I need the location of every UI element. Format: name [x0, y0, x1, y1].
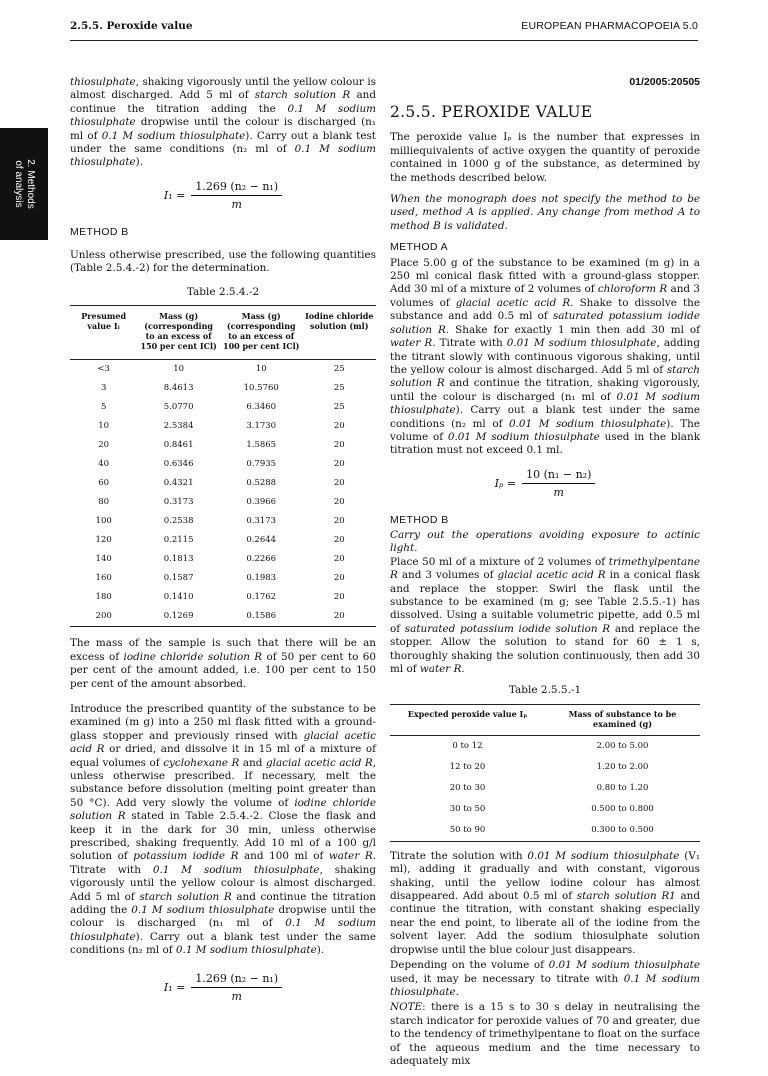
table-title-2542: Table 2.5.4.-2	[186, 285, 260, 298]
method-a-paragraph: Place 5.00 g of the substance to be examined (m g) in a 250 ml conical flask fitted with a ground-glass stopper. Add 30 ml of a mixture of 2 volumes of chloroform R and 3 volumes of glacial acetic acid R. Shake to dissolve the substance and add 0.5 ml of saturated potassium iodide solution R. Shake for exactly 1 min then add 30 ml of water R. Titrate with 0.01 M sodium thiosulphate, adding the titrant slowly with continuous vigorous shaking, until the yellow colour is almost discharged. Add 5 ml of starch solution R and continue the titration, shaking vigorously, until the colour is discharged (n₁ ml of 0.01 M sodium thiosulphate). Carry out a blank test under the same conditions (n₂ ml of 0.01 M sodium thiosulphate). The volume of 0.01 M sodium thiosulphate used in the blank titration must not exceed 0.1 ml.	[390, 256, 701, 457]
iodine-table-cell: <3	[97, 364, 110, 375]
iodine-table-cell: 0.5288	[246, 478, 277, 489]
right-column	[390, 76, 700, 1076]
iodine-table-cell: 100	[95, 516, 112, 527]
table-row	[70, 531, 376, 550]
iodine-table-cell: 80	[98, 497, 110, 508]
iodine-table-cell: 200	[70, 607, 137, 627]
iodine-table-cell: 0.3966	[246, 497, 277, 508]
table-row	[70, 474, 376, 493]
table-row	[70, 455, 376, 474]
section-title: 2.5.5. PEROXIDE VALUE	[390, 103, 593, 122]
iodine-table-cell: 2.5384	[163, 421, 194, 432]
iodine-table-cell: 20	[333, 440, 345, 451]
procedure-paragraph: Introduce the prescribed quantity of the substance to be examined (m g) into a 250 ml flask fitted with a ground-glass stopper and previously rinsed with glacial acetic acid R or dried, and dissolve it in 15 ml of a mixture of equal volumes of cyclohexane R and glacial acetic acid R, unless otherwise prescribed. If necessary, melt the substance before dissolution (melting point greater than 50 °C). Add very slowly the volume of iodine chloride solution R stated in Table 2.5.4.-2. Close the flask and keep it in the dark for 30 min, unless otherwise prescribed, shaking frequently. Add 10 ml of a 100 g/l solution of potassium iodide R and 100 ml of water R. Titrate with 0.1 M sodium thiosulphate, shaking vigorously until the yellow colour is almost discharged. Add 5 ml of starch solution R and continue the titration adding the 0.1 M sodium thiosulphate dropwise until the colour is discharged (n₁ ml of 0.1 M sodium thiosulphate). Carry out a blank test under the same conditions (n₂ ml of 0.1 M sodium thiosulphate).	[70, 702, 377, 957]
iodine-table-cell: 0.3173	[163, 497, 194, 508]
table-title-2551: Table 2.5.5.-1	[508, 684, 582, 697]
iodine-table-cell: 20	[333, 421, 345, 432]
table-row	[70, 588, 376, 607]
table-row	[70, 417, 376, 436]
publication-title: EUROPEAN PHARMACOPOEIA 5.0	[521, 20, 698, 32]
iodine-table-cell: 0.1410	[163, 592, 194, 603]
method-b-paragraph: Unless otherwise prescribed, use the following quantities (Table 2.5.4.-2) for the determination.	[70, 249, 376, 275]
table-row	[70, 379, 376, 398]
iodine-table-cell: 0.7935	[246, 459, 277, 470]
peroxide-table-cell: 0 to 12	[452, 740, 483, 751]
iodine-table-cell: 6.3460	[246, 402, 277, 413]
table-row	[70, 436, 376, 455]
peroxide-table-cell: 30 to 50	[449, 803, 486, 814]
table-row	[70, 512, 376, 531]
iodine-table-cell: 40	[98, 459, 110, 470]
peroxide-table-cell: 2.00 to 5.00	[596, 740, 649, 751]
depending-paragraph: Depending on the volume of 0.01 M sodium thiosulphate used, it may be necessary to titrate with 0.1 M sodium thiosulphate.	[390, 959, 701, 998]
table-row	[70, 360, 376, 380]
iodine-table-cell: 20	[98, 440, 110, 451]
method-a-heading: METHOD A	[390, 241, 449, 254]
peroxide-mass-table	[390, 704, 700, 842]
iodine-table-cell: 0.1983	[246, 573, 277, 584]
iodine-table-cell: 0.1269	[137, 607, 220, 627]
peroxide-table-cell: 0.500 to 0.800	[591, 803, 654, 814]
col-header-expected-peroxide: Expected peroxide value Iₚ	[390, 704, 545, 735]
iodine-table-cell: 0.2644	[246, 535, 277, 546]
table-row	[70, 493, 376, 512]
iodine-table-cell: 5.0770	[163, 402, 194, 413]
formula-iodine-value-b: I₁ = $\frac{\text{1.269 (n₂ − n₁)}}{m}$	[70, 972, 376, 1004]
iodine-table-cell: 160	[95, 573, 112, 584]
iodine-table-cell: 20	[333, 516, 345, 527]
table-row	[70, 398, 376, 417]
iodine-table-cell: 3	[100, 383, 107, 394]
titration-paragraph: Titrate the solution with 0.01 M sodium thiosulphate (V₁ ml), adding it gradually and with constant, vigorous shaking, until the yellow iodine colour has almost disappeared. Add about 0.5 ml of starch solution R1 and continue the titration, with constant shaking especially near the end point, to liberate all of the iodine from the solvent layer. Add the sodium thiosulphate solution dropwise until the blue colour just disappears.	[390, 849, 701, 956]
formula-peroxide-value: Iₚ = $\frac{\text{10 (n₁ − n₂)}}{m}$	[390, 468, 700, 500]
method-b-italic-note: Carry out the operations avoiding exposure to actinic light.	[390, 528, 700, 555]
table-row	[390, 735, 700, 757]
peroxide-table-cell: 0.300 to 0.500	[545, 820, 700, 842]
intro-paragraph: thiosulphate, shaking vigorously until the yellow colour is almost discharged. Add 5 ml of starch solution R and continue the titration adding the 0.1 M sodium thiosulphate dropwise until the colour is discharged (n₁ ml of 0.1 M sodium thiosulphate). Carry out a blank test under the same conditions (n₂ ml of 0.1 M sodium thiosulphate).	[70, 76, 376, 169]
formula-iodine-value-a: I₁ = $\frac{\text{1.269 (n₂ − n₁)}}{m}$	[70, 180, 376, 212]
iodine-table-cell: 10	[255, 364, 267, 375]
section-tab-label: 2. Methods of analysis	[13, 159, 36, 209]
iodine-table-cell: 180	[95, 592, 112, 603]
iodine-table-cell: 0.1813	[163, 554, 194, 565]
iodine-table-cell: 0.4321	[163, 478, 194, 489]
table-row	[390, 757, 700, 778]
iodine-table-cell: 10.5760	[243, 383, 279, 394]
iodine-table-cell: 10	[173, 364, 185, 375]
table-header-row	[70, 306, 376, 360]
method-b-heading-right: METHOD B	[390, 513, 449, 526]
iodine-quantities-table	[70, 305, 376, 627]
document-id: 01/2005:20505	[629, 76, 700, 88]
table-header-row	[390, 704, 700, 735]
method-b-heading: METHOD B	[70, 225, 129, 238]
iodine-table-cell: 20	[333, 497, 345, 508]
iodine-table-cell: 5	[100, 402, 107, 413]
table-row	[390, 778, 700, 799]
iodine-table-cell: 25	[333, 364, 345, 375]
method-note-paragraph: When the monograph does not specify the method to be used, method A is applied. Any change from method A to method B is validated.	[390, 193, 700, 232]
iodine-table-cell: 0.2115	[163, 535, 194, 546]
table-row	[70, 550, 376, 569]
peroxide-table-cell: 12 to 20	[449, 761, 486, 772]
col-header-mass-100: Mass (g) (corresponding to an excess of 100 per cent ICl)	[220, 306, 303, 360]
peroxide-table-cell: 20 to 30	[449, 782, 486, 793]
peroxide-table-cell: 1.20 to 2.00	[596, 761, 649, 772]
iodine-table-cell: 20	[333, 592, 345, 603]
iodine-table-cell: 10	[98, 421, 110, 432]
iodine-table-cell: 8.4613	[163, 383, 194, 394]
iodine-table-cell: 20	[333, 535, 345, 546]
iodine-table-cell: 20	[333, 459, 345, 470]
section-tab	[0, 128, 48, 240]
table-row	[70, 607, 376, 627]
iodine-table-cell: 20	[303, 607, 376, 627]
iodine-table-cell: 0.1586	[220, 607, 303, 627]
iodine-table-cell: 0.2538	[163, 516, 194, 527]
iodine-table-cell: 25	[333, 402, 345, 413]
running-title: 2.5.5. Peroxide value	[70, 20, 193, 32]
note-paragraph: NOTE: there is a 15 s to 30 s delay in neutralising the starch indicator for peroxide values of 70 and greater, due to the tendency of trimethylpentane to float on the surface of the aqueous medium and the time necessary to adequately mix	[390, 1001, 700, 1067]
method-b-procedure-paragraph: Place 50 ml of a mixture of 2 volumes of trimethylpentane R and 3 volumes of glacial acetic acid R in a conical flask and replace the stopper. Swirl the flask until the substance to be examined (m g; see Table 2.5.5.-1) has dissolved. Using a suitable volumetric pipette, add 0.5 ml of saturated potassium iodide solution R and replace the stopper. Allow the solution to stand for 60 ± 1 s, thoroughly shaking the solution continuously, then add 30 ml of water R.	[390, 555, 700, 676]
iodine-table-cell: 60	[98, 478, 110, 489]
page-header	[70, 20, 698, 41]
iodine-table-cell: 20	[333, 573, 345, 584]
iodine-table-cell: 1.5865	[246, 440, 277, 451]
iodine-table-cell: 20	[333, 554, 345, 565]
iodine-table-cell: 0.6346	[163, 459, 194, 470]
col-header-mass-substance: Mass of substance to be examined (g)	[545, 704, 700, 735]
iodine-table-cell: 0.2266	[246, 554, 277, 565]
table-row	[70, 569, 376, 588]
col-header-mass-150: Mass (g) (corresponding to an excess of 150 per cent ICl)	[137, 306, 220, 360]
excess-paragraph: The mass of the sample is such that there will be an excess of iodine chloride solution R of 50 per cent to 60 per cent of the amount added, i.e. 100 per cent to 150 per cent of the amount absorbed.	[70, 637, 376, 690]
iodine-table-cell: 0.3173	[246, 516, 277, 527]
iodine-table-cell: 140	[95, 554, 112, 565]
iodine-table-cell: 0.1762	[246, 592, 277, 603]
peroxide-table-cell: 50 to 90	[390, 820, 545, 842]
table-row	[390, 799, 700, 820]
iodine-table-cell: 0.8461	[163, 440, 194, 451]
iodine-table-cell: 25	[333, 383, 345, 394]
iodine-table-cell: 20	[333, 478, 345, 489]
col-header-presumed-value: Presumed value Iₗ	[70, 306, 137, 360]
definition-paragraph: The peroxide value Iₚ is the number that expresses in milliequivalents of active oxygen the quantity of peroxide contained in 1000 g of the substance, as determined by the methods described below.	[390, 131, 700, 184]
iodine-table-cell: 120	[95, 535, 112, 546]
iodine-table-cell: 3.1730	[246, 421, 277, 432]
iodine-table-cell: 0.1587	[163, 573, 194, 584]
left-column	[70, 76, 376, 1017]
peroxide-table-cell: 0.80 to 1.20	[596, 782, 649, 793]
col-header-iodine-chloride: Iodine chloride solution (ml)	[303, 306, 376, 360]
table-row	[390, 820, 700, 842]
